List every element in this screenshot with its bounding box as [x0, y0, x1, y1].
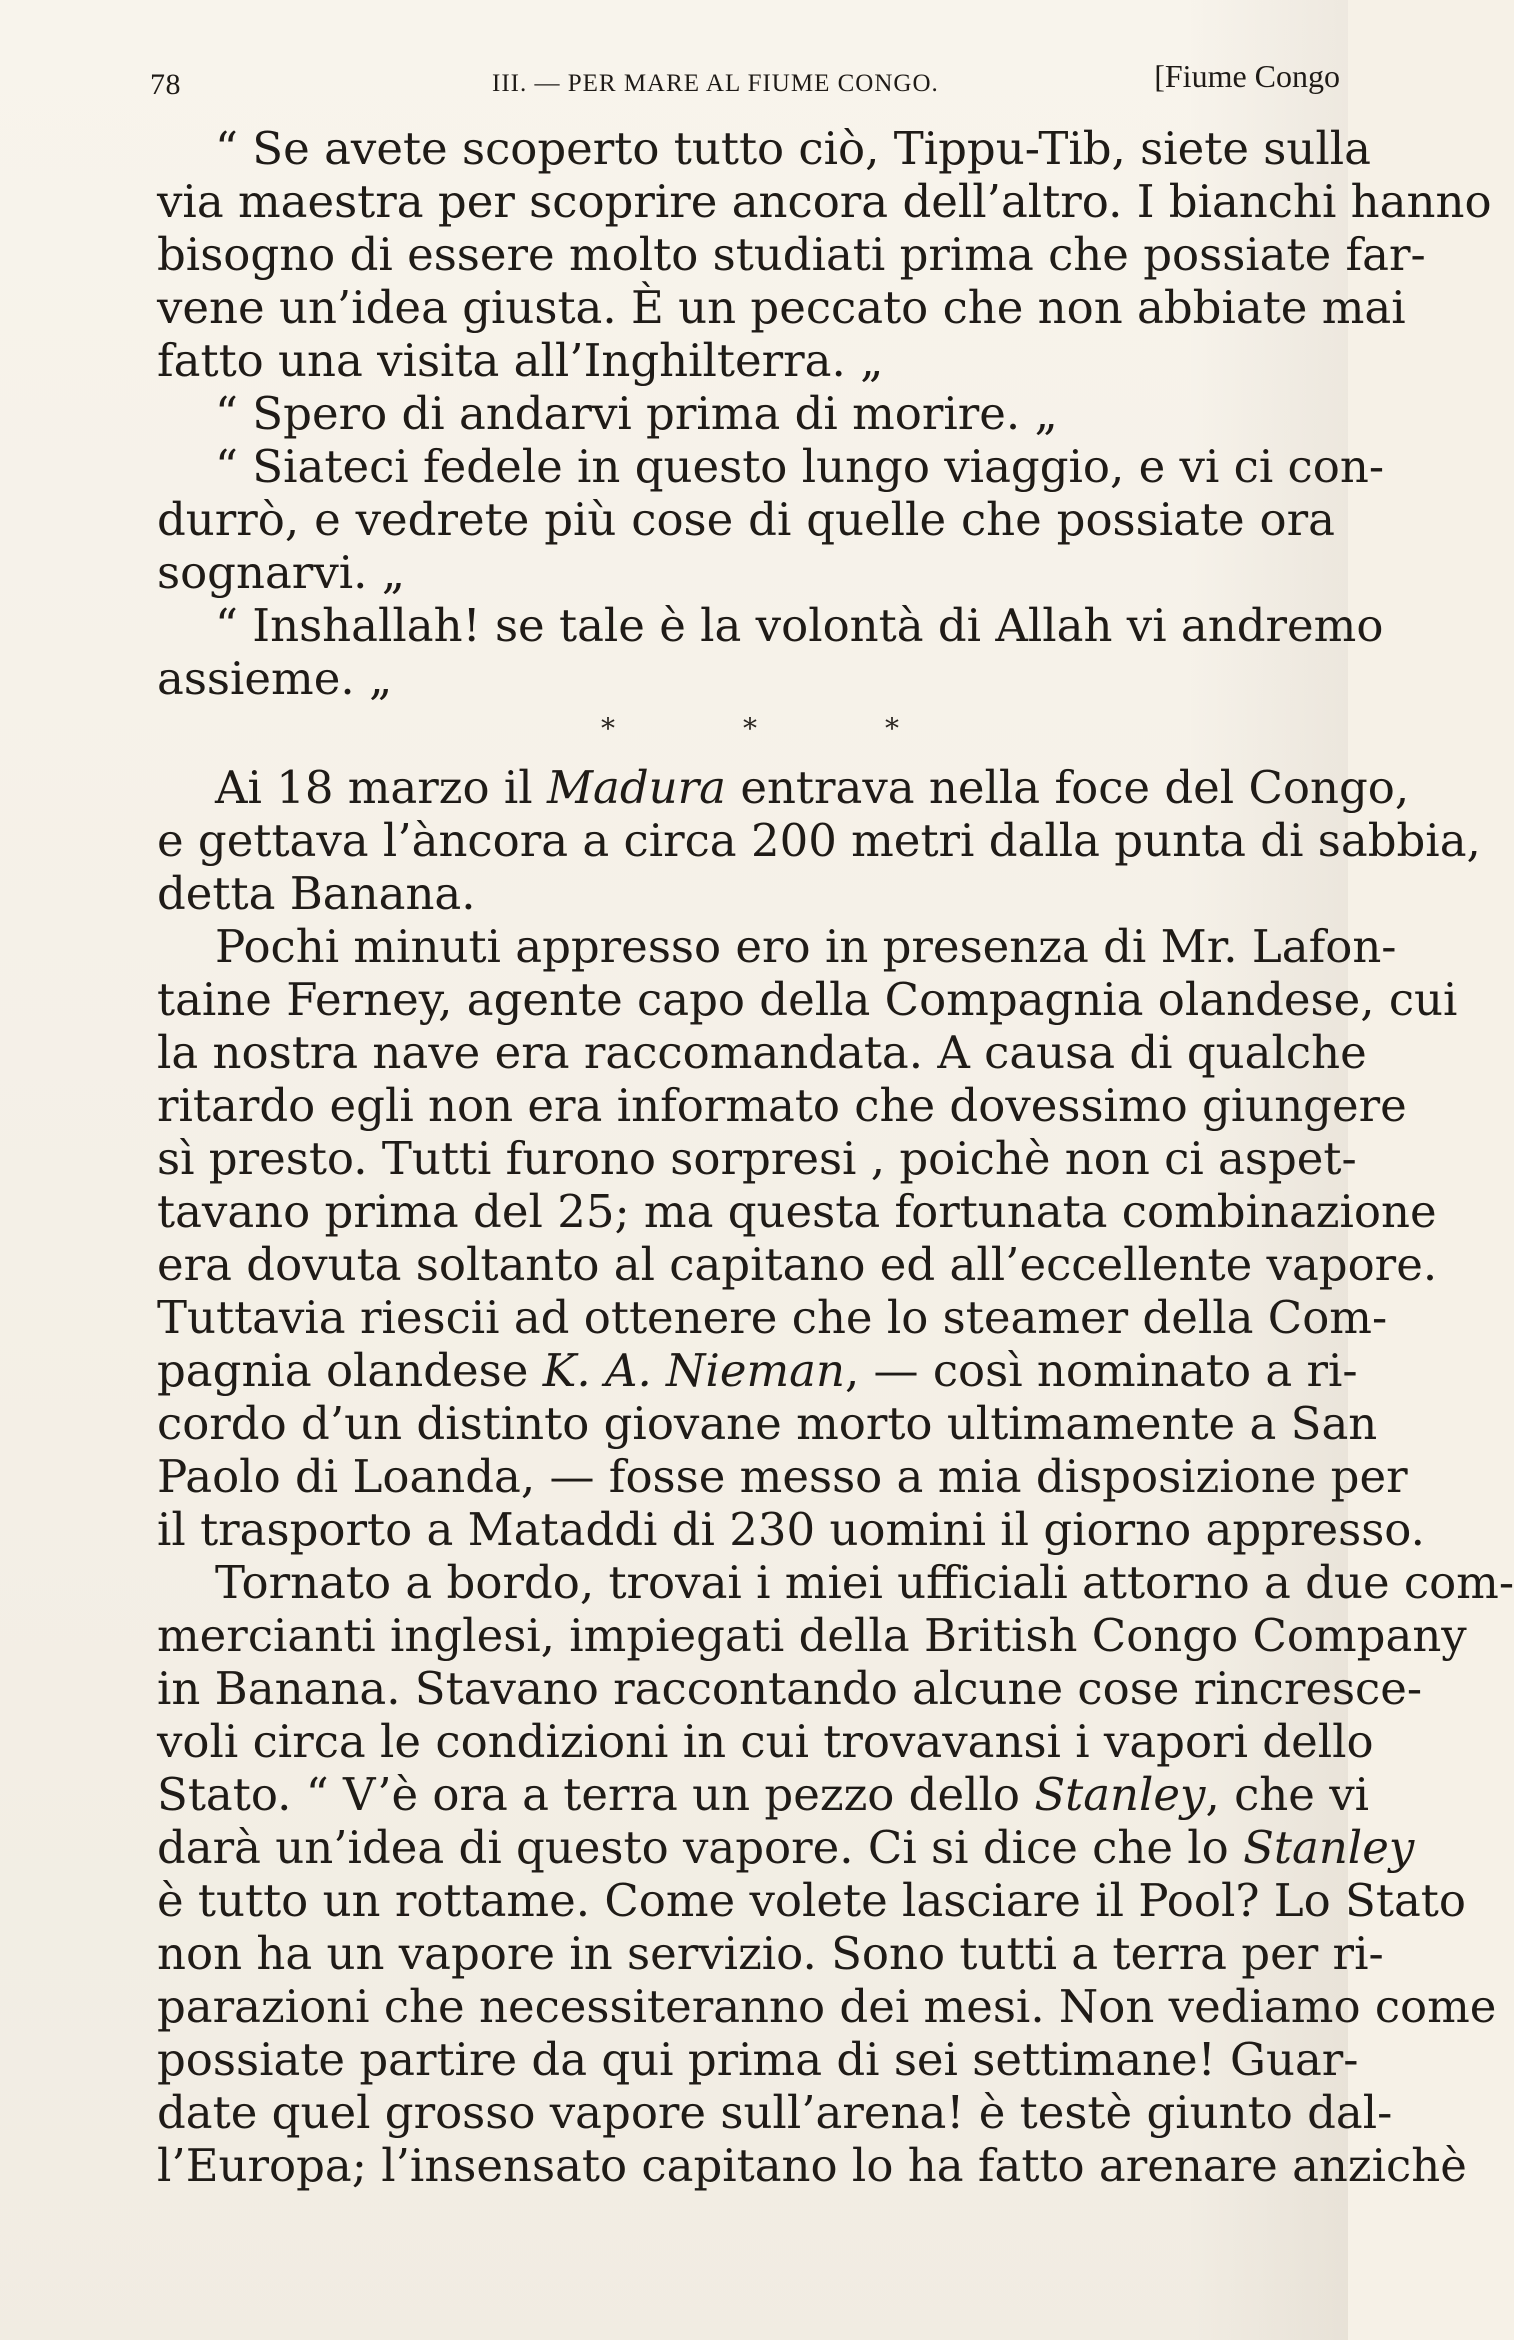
text-line: parazioni che necessiteranno dei mesi. Non vediamo come [157, 1980, 1497, 2033]
text-line [157, 1344, 1358, 1397]
ship-name: Stanley [1243, 1821, 1415, 1874]
text-line: taine Ferney, agente capo della Compagnia olandese, cui [157, 973, 1458, 1026]
text-line: il trasporto a Mataddi di 230 uomini il giorno appresso. [157, 1503, 1425, 1556]
text-line: Tornato a bordo, trovai i miei ufficiali attorno a due com- [215, 1556, 1514, 1609]
text-line: ritardo egli non era informato che dovessimo giungere [157, 1079, 1407, 1132]
page-number: 78 [150, 68, 181, 101]
page-header [150, 58, 1340, 116]
ship-name: Madura [546, 761, 727, 814]
separator-mark: * [743, 712, 757, 745]
text-line: “ Se avete scoperto tutto ciò, Tippu-Tib, siete sulla [215, 122, 1371, 175]
text-line: è tutto un rottame. Come volete lasciare il Pool? Lo Stato [157, 1874, 1466, 1927]
text-line: voli circa le condizioni in cui trovavansi i vapori dello [157, 1715, 1374, 1768]
text-line: assieme. „ [157, 652, 393, 705]
text-line: era dovuta soltanto al capitano ed all’eccellente vapore. [157, 1238, 1438, 1291]
text-line [157, 1821, 1415, 1874]
text-fragment: Stato. “ V’è ora a terra un pezzo dello [157, 1768, 1035, 1821]
text-line: “ Siateci fedele in questo lungo viaggio, e vi ci con- [215, 440, 1385, 493]
text-line: cordo d’un distinto giovane morto ultimamente a San [157, 1397, 1378, 1450]
text-fragment: darà un’idea di questo vapore. Ci si dice che lo [157, 1821, 1244, 1874]
text-line: Paolo di Loanda, — fosse messo a mia disposizione per [157, 1450, 1408, 1503]
text-line: Tuttavia riescii ad ottenere che lo steamer della Com- [157, 1291, 1388, 1344]
ship-name: Stanley [1034, 1768, 1206, 1821]
separator-mark: * [885, 712, 899, 745]
text-line: possiate partire da qui prima di sei settimane! Guar- [157, 2033, 1359, 2086]
text-line: l’Europa; l’insensato capitano lo ha fatto arenare anzichè [157, 2139, 1467, 2192]
text-line: vene un’idea giusta. È un peccato che non abbiate mai [157, 281, 1406, 334]
text-line: la nostra nave era raccomandata. A causa di qualche [157, 1026, 1367, 1079]
text-line: bisogno di essere molto studiati prima che possiate far- [157, 228, 1426, 281]
text-line: e gettava l’àncora a circa 200 metri dalla punta di sabbia, [157, 814, 1481, 867]
text-line: detta Banana. [157, 867, 476, 920]
section-separator [165, 705, 1335, 761]
text-fragment: entrava nella foce del Congo, [726, 761, 1410, 814]
ship-name: K. A. Nieman [542, 1344, 845, 1397]
text-line [157, 761, 1410, 814]
text-line: “ Inshallah! se tale è la volontà di Allah vi andremo [215, 599, 1384, 652]
text-line: in Banana. Stavano raccontando alcune cose rincresce- [157, 1662, 1423, 1715]
text-fragment: , che vi [1205, 1768, 1370, 1821]
text-line: fatto una visita all’Inghilterra. „ [157, 334, 884, 387]
text-fragment: pagnia olandese [157, 1344, 543, 1397]
text-line [157, 1768, 1370, 1821]
text-fragment: Ai 18 marzo il [215, 761, 547, 814]
text-line: sognarvi. „ [157, 546, 406, 599]
text-line: durrò, e vedrete più cose di quelle che possiate ora [157, 493, 1335, 546]
text-line: Pochi minuti appresso ero in presenza di Mr. Lafon- [215, 920, 1397, 973]
text-line: tavano prima del 25; ma questa fortunata combinazione [157, 1185, 1437, 1238]
page-text [157, 122, 1514, 2192]
text-line: via maestra per scoprire ancora dell’altro. I bianchi hanno [157, 175, 1492, 228]
separator-mark: * [601, 712, 615, 745]
text-line: mercianti inglesi, impiegati della British Congo Company [157, 1609, 1467, 1662]
text-line: date quel grosso vapore sull’arena! è testè giunto dal- [157, 2086, 1393, 2139]
text-line: “ Spero di andarvi prima di morire. „ [215, 387, 1058, 440]
running-title: III. — PER MARE AL FIUME CONGO. [492, 70, 939, 97]
text-line: non ha un vapore in servizio. Sono tutti a terra per ri- [157, 1927, 1384, 1980]
text-fragment: , — così nominato a ri- [844, 1344, 1358, 1397]
text-line: sì presto. Tutti furono sorpresi , poichè non ci aspet- [157, 1132, 1357, 1185]
section-note: [Fiume Congo [1154, 58, 1340, 94]
